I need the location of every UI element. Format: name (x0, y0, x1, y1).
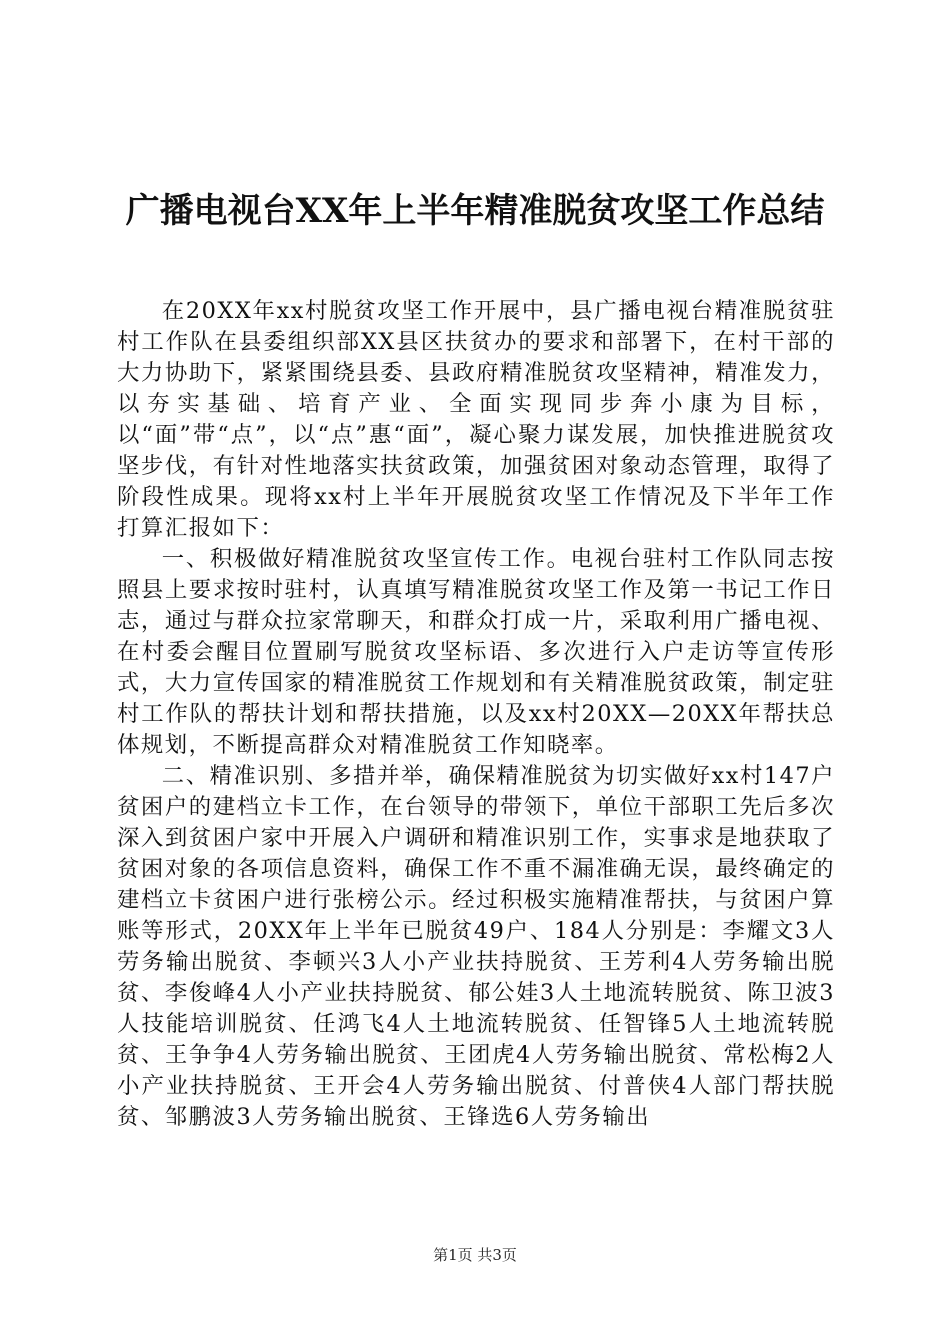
paragraph-intro: 在20XX年xx村脱贫攻坚工作开展中，县广播电视台精准脱贫驻村工作队在县委组织部XX县区扶贫办的要求和部署下，在村干部的大力协助下，紧紧围绕县委、县政府精准脱贫攻坚精神，精准发力，以夯实基础、培育产业、全面实现同步奔小康为目标，以“面”带“点”，以“点”惠“面”，凝心聚力谋发展，加快推进脱贫攻坚步伐，有针对性地落实扶贫政策，加强贫困对象动态管理，取得了阶段性成果。现将xx村上半年开展脱贫攻坚工作情况及下半年工作打算汇报如下： (117, 298, 835, 541)
paragraph-section-2: 二、精准识别、多措并举，确保精准脱贫为切实做好xx村147户贫困户的建档立卡工作，在台领导的带领下，单位干部职工先后多次深入到贫困户家中开展入户调研和精准识别工作，实事求是地获取了贫困对象的各项信息资料，确保工作不重不漏准确无误，最终确定的建档立卡贫困户进行张榜公示。经过积极实施精准帮扶，与贫困户算账等形式，20XX年上半年已脱贫49户、184人分别是：李耀文3人劳务输出脱贫、李顿兴3人小产业扶持脱贫、王芳利4人劳务输出脱贫、李俊峰4人小产业扶持脱贫、郁公娃3人土地流转脱贫、陈卫波3人技能培训脱贫、任鸿飞4人土地流转脱贫、任智锋5人土地流转脱贫、王争争4人劳务输出脱贫、王团虎4人劳务输出脱贫、常松梅2人小产业扶持脱贫、王开会4人劳务输出脱贫、付普侠4人部门帮扶脱贫、邹鹏波3人劳务输出脱贫、王锋选6人劳务输出 (117, 763, 835, 1130)
document-title: 广播电视台XX年上半年精准脱贫攻坚工作总结 (125, 191, 825, 231)
paragraph-section-1: 一、积极做好精准脱贫攻坚宣传工作。电视台驻村工作队同志按照县上要求按时驻村，认真填写精准脱贫攻坚工作及第一书记工作日志，通过与群众拉家常聊天，和群众打成一片，采取利用广播电视、在村委会醒目位置刷写脱贫攻坚标语、多次进行入户走访等宣传形式，大力宣传国家的精准脱贫工作规划和有关精准脱贫政策，制定驻村工作队的帮扶计划和帮扶措施，以及xx村20XX—20XX年帮扶总体规划，不断提高群众对精准脱贫工作知晓率。 (117, 546, 835, 758)
page-number-footer: 第1页 共3页 (433, 1246, 517, 1264)
document-body (117, 296, 835, 1133)
